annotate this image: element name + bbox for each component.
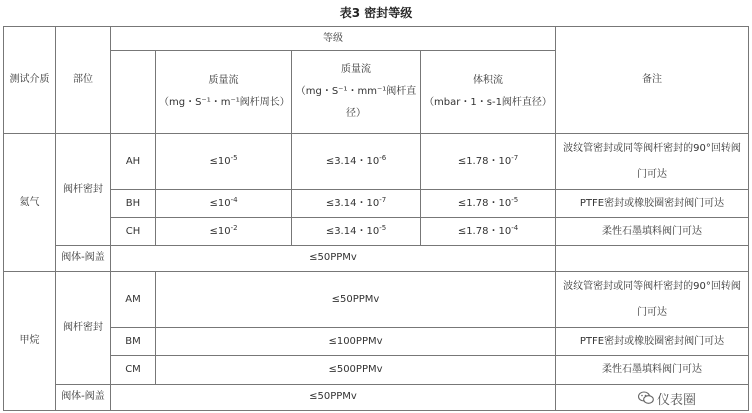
- medium-methane: 甲烷: [4, 272, 56, 411]
- cell-bh-volume: [421, 190, 556, 218]
- part-helium-stem-seal: 阀杆密封: [56, 134, 111, 245]
- grade-am: AM: [111, 272, 156, 328]
- cell-ah-mass-perimeter: [156, 134, 292, 190]
- cell-bh-mass-perimeter: [156, 190, 292, 218]
- header-grade-blank: [111, 51, 156, 134]
- header-volume-flow-unit: （mbar・1・s-1阀杆直径）: [424, 97, 552, 109]
- header-grade: 等级: [111, 27, 556, 51]
- remark-bm: PTFE密封或橡胶圈密封阀门可达: [556, 327, 749, 355]
- wechat-icon: [638, 391, 654, 405]
- exponent: -7: [511, 153, 519, 162]
- table-title: 表3 密封等级: [339, 6, 413, 20]
- header-mass-flow-diameter-label: 质量流: [341, 64, 371, 76]
- medium-helium: 氦气: [4, 134, 56, 272]
- remark-cm: 柔性石墨填料阀门可达: [556, 356, 749, 384]
- header-part: 部位: [56, 27, 111, 134]
- value-text: ≤10: [209, 225, 231, 237]
- part-methane-body-bonnet: 阀体-阀盖: [56, 384, 111, 410]
- header-mass-flow-perimeter-unit: （mg・S⁻¹・m⁻¹阀杆周长）: [159, 97, 290, 109]
- header-mass-flow-perimeter: [156, 51, 292, 134]
- exponent: -4: [511, 223, 519, 232]
- cell-ch-mass-perimeter: [156, 218, 292, 245]
- cell-cm-value: ≤500PPMv: [156, 356, 556, 384]
- exponent: -7: [379, 195, 387, 204]
- sealing-grade-table: [3, 26, 749, 411]
- header-remarks: 备注: [556, 27, 749, 134]
- watermark-text: 仪表圈: [657, 392, 697, 408]
- cell-ch-mass-diameter: [292, 218, 421, 245]
- header-mass-flow-diameter-unit: （mg・S⁻¹・mm⁻¹阀杆直径）: [295, 86, 417, 120]
- header-volume-flow-label: 体积流: [473, 75, 503, 87]
- remark-ch: 柔性石墨填料阀门可达: [556, 218, 749, 245]
- exponent: -2: [230, 223, 238, 232]
- header-mass-flow-diameter: [292, 51, 421, 134]
- cell-ch-volume: [421, 218, 556, 245]
- exponent: -5: [379, 223, 387, 232]
- helium-body-bonnet-remark: [556, 245, 749, 271]
- remark-bh: PTFE密封或橡胶圈密封阀门可达: [556, 190, 749, 218]
- part-helium-body-bonnet: 阀体-阀盖: [56, 245, 111, 271]
- value-text: ≤1.78・10: [457, 155, 512, 167]
- helium-body-bonnet-value: ≤50PPMv: [111, 245, 556, 271]
- cell-bm-value: ≤100PPMv: [156, 327, 556, 355]
- header-mass-flow-perimeter-label: 质量流: [208, 75, 239, 87]
- exponent: -4: [230, 195, 238, 204]
- grade-ah: AH: [111, 134, 156, 190]
- remark-am: 波纹管密封或同等阀杆密封的90°回转阀门可达: [556, 272, 749, 328]
- value-text: ≤10: [209, 197, 231, 209]
- grade-bm: BM: [111, 327, 156, 355]
- grade-ch: CH: [111, 218, 156, 245]
- header-medium: 测试介质: [4, 27, 56, 134]
- watermark: [638, 388, 696, 408]
- cell-ah-volume: [421, 134, 556, 190]
- value-text: ≤10: [209, 155, 231, 167]
- value-text: ≤1.78・10: [457, 197, 512, 209]
- grade-bh: BH: [111, 190, 156, 218]
- remark-ah: 波纹管密封或同等阀杆密封的90°回转阀门可达: [556, 134, 749, 190]
- exponent: -5: [511, 195, 519, 204]
- value-text: ≤1.78・10: [457, 225, 512, 237]
- value-text: ≤3.14・10: [325, 155, 380, 167]
- cell-am-value: ≤50PPMv: [156, 272, 556, 328]
- header-volume-flow: [421, 51, 556, 134]
- value-text: ≤3.14・10: [325, 197, 380, 209]
- exponent: -5: [230, 153, 238, 162]
- part-methane-stem-seal: 阀杆密封: [56, 272, 111, 384]
- exponent: -6: [379, 153, 387, 162]
- methane-body-bonnet-value: ≤50PPMv: [111, 384, 556, 410]
- cell-bh-mass-diameter: [292, 190, 421, 218]
- cell-ah-mass-diameter: [292, 134, 421, 190]
- grade-cm: CM: [111, 356, 156, 384]
- value-text: ≤3.14・10: [325, 225, 380, 237]
